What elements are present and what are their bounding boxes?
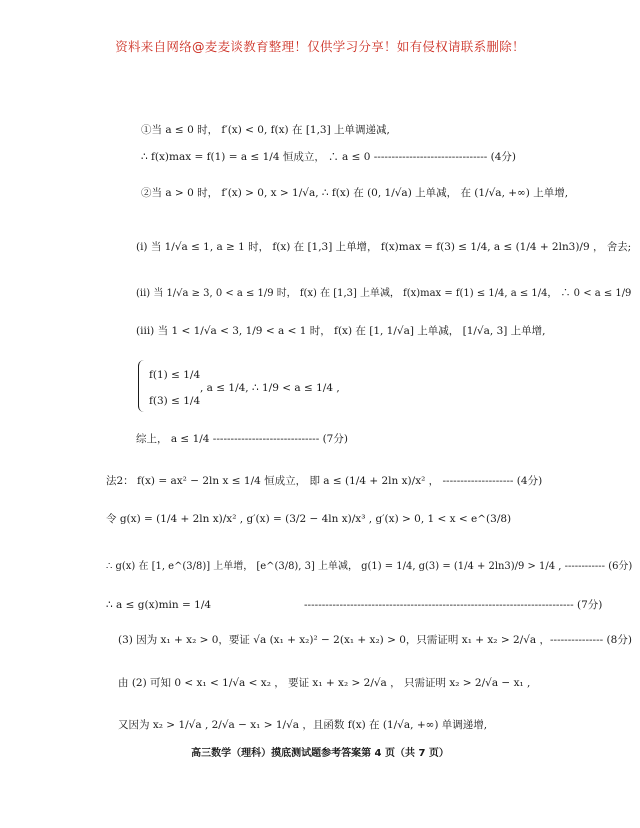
text-line-p3c: 又因为 x₂ > 1/√a , 2/√a − x₁ > 1/√a ，且函数 f(x) 在 (1/√a, +∞) 单调递增, — [118, 719, 488, 731]
text-line-gmin_d: ---------------------------------------------------------------------------- (7分) — [304, 599, 603, 611]
text-line-sysr: , a ≤ 1/4, ∴ 1/9 < a ≤ 1/4 , — [200, 382, 340, 394]
text-line-sub1: (i) 当 1/√a ≤ 1, a ≥ 1 时， f(x) 在 [1,3] 上单增， f(x)max = f(3) ≤ 1/4, a ≤ (1/4 + 2ln3)/9 ， 舍去; — [136, 241, 632, 253]
text-line-p3b: 由 (2) 可知 0 < x₁ < 1/√a < x₂ ， 要证 x₁ + x₂ > 2/√a ， 只需证明 x₂ > 2/√a − x₁ , — [118, 677, 531, 689]
text-line-sum: 综上， a ≤ 1/4 ------------------------------ (7分) — [136, 433, 348, 445]
page-footer: 高三数学（理科）摸底测试题参考答案第 4 页（共 7 页） — [191, 748, 449, 759]
text-line-case1b: ∴ f(x)max = f(1) = a ≤ 1/4 恒成立， ∴ a ≤ 0 -------------------------------- (4分) — [141, 151, 517, 163]
text-line-gmon: ∴ g(x) 在 [1, e^(3/8)] 上单增， [e^(3/8), 3] 上单减， g(1) = 1/4, g(3) = (1/4 + 2ln3)/9 > 1/4 , ------------ (6分) — [106, 561, 633, 572]
text-line-g: 令 g(x) = (1/4 + 2ln x)/x² , g′(x) = (3/2 − 4ln x)/x³ , g′(x) > 0, 1 < x < e^(3/8) — [106, 513, 512, 525]
text-line-sys1: f(1) ≤ 1/4 — [149, 369, 201, 381]
text-line-sub3: (iii) 当 1 < 1/√a < 3, 1/9 < a < 1 时， f(x) 在 [1, 1/√a] 上单减， [1/√a, 3] 上单增, — [136, 325, 546, 337]
text-line-sub2: (ii) 当 1/√a ≥ 3, 0 < a ≤ 1/9 时， f(x) 在 [1,3] 上单减， f(x)max = f(1) ≤ 1/4, a ≤ 1/4， ∴ 0 < a ≤ 1/9 — [136, 288, 632, 299]
watermark-header: 资料来自网络@麦麦谈教育整理！仅供学习分享！如有侵权请联系删除！ — [115, 39, 525, 54]
text-line-sys2: f(3) ≤ 1/4 — [149, 395, 201, 407]
text-line-case1: ①当 a ≤ 0 时， f′(x) < 0, f(x) 在 [1,3] 上单调递减, — [141, 124, 390, 136]
text-line-case2: ②当 a > 0 时， f′(x) > 0, x > 1/√a, ∴ f(x) 在 (0, 1/√a) 上单减， 在 (1/√a, +∞) 上单增, — [141, 187, 569, 199]
system-brace — [138, 360, 147, 412]
text-line-m2: 法2： f(x) = ax² − 2ln x ≤ 1/4 恒成立， 即 a ≤ (1/4 + 2ln x)/x² ， -------------------- (4分) — [106, 475, 543, 487]
text-line-gmin: ∴ a ≤ g(x)min = 1/4 — [106, 599, 212, 611]
text-line-p3: (3) 因为 x₁ + x₂ > 0，要证 √a (x₁ + x₂)² − 2(x₁ + x₂) > 0，只需证明 x₁ + x₂ > 2/√a ，--------------- (8分) — [118, 634, 632, 646]
